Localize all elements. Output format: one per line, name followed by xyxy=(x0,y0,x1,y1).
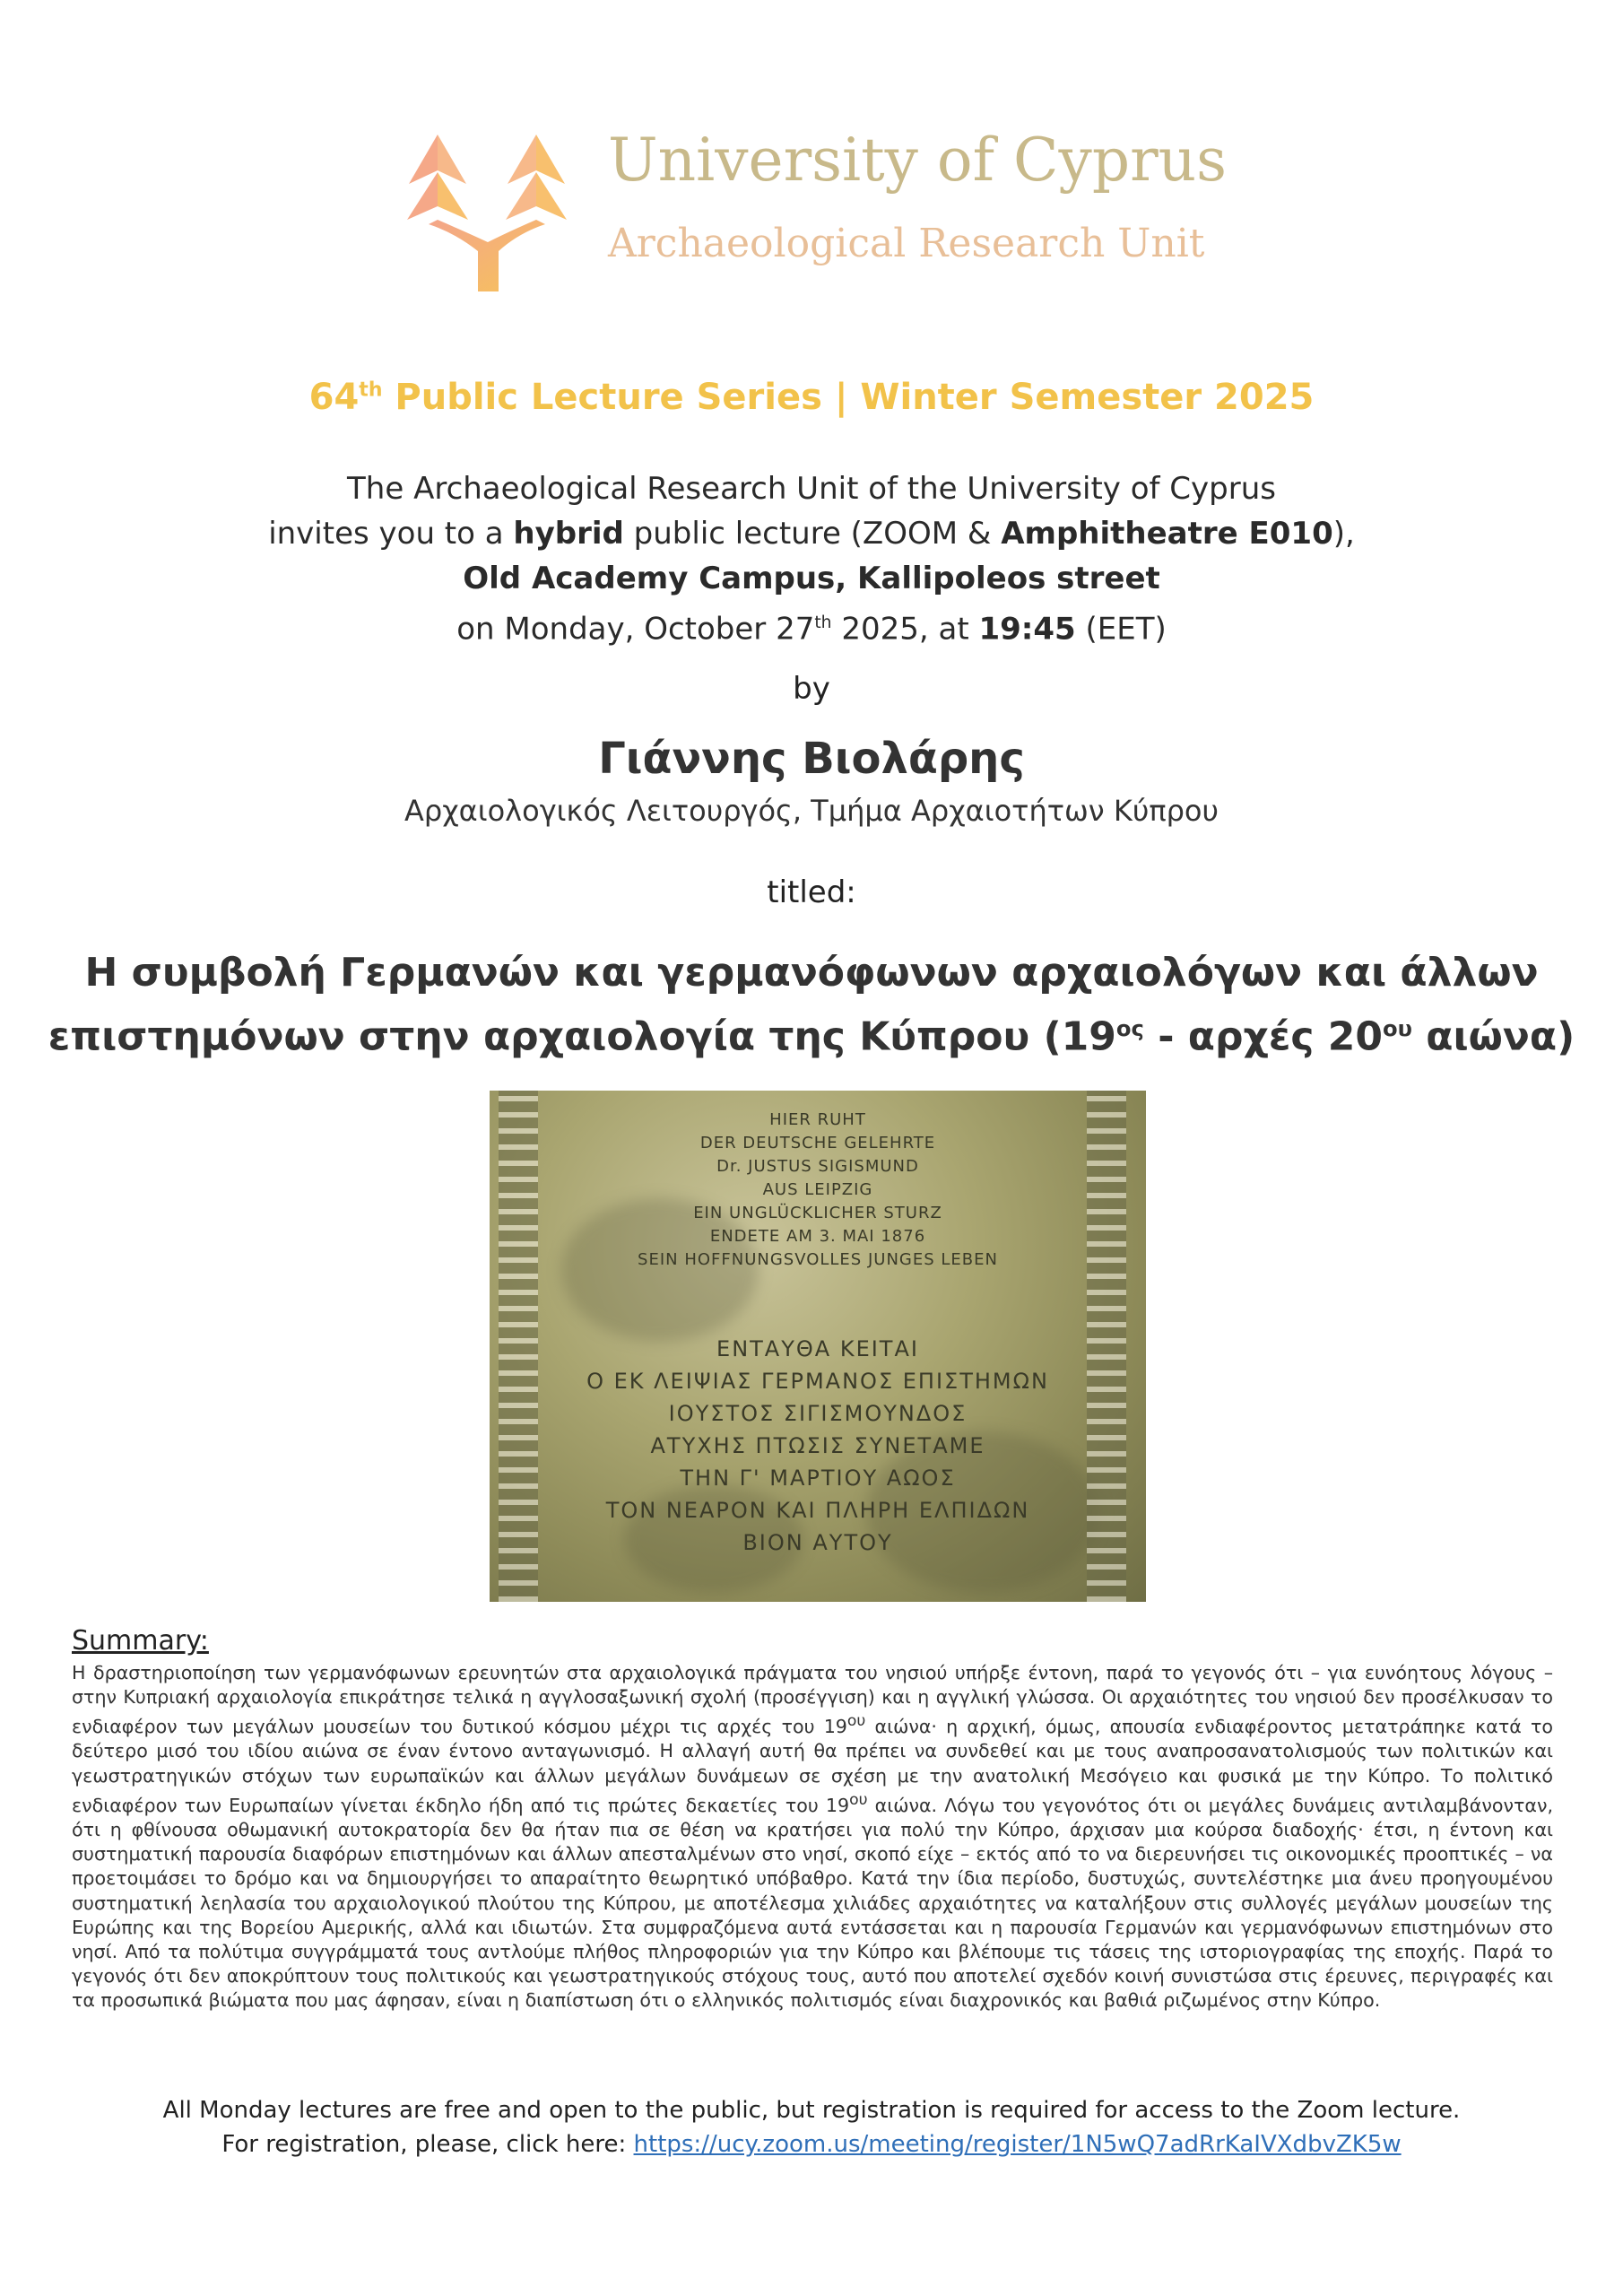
summary-text: Η δραστηριοποίηση των γερμανόφωνων ερευνητών στα αρχαιολογικά πράγματα του νησιού υπήρξε έντονη, παρά το γεγονός ότι – για ευνόητους λόγους – στην Κυπριακή αρχαιολογία επικράτησε τελικά η αγγλοσαξωνική σχολή (προσέγγιση) και η αγγλική γλώσσα. Οι αρχαιότητες του νησιού δεν προσέλκυσαν το ενδιαφέρον των μεγάλων μουσείων του δυτικού κόσμου μέχρι τις αρχές του 19 xyxy=(72,1662,1553,1738)
campus-address: Old Academy Campus, Kallipoleos street xyxy=(463,561,1160,596)
invitation-line-2 xyxy=(0,511,1623,556)
series-number: 64 xyxy=(308,377,360,418)
title-text: επιστημόνων στην αρχαιολογία της Κύπρου (19 xyxy=(48,1013,1116,1060)
inscription-line: ΑΤΥΧΗΣ ΠΤΩΣΙΣ ΣΥΝΕΤΑΜΕ xyxy=(650,1433,985,1458)
title-suffix: ου xyxy=(1383,1016,1412,1041)
summary-heading: Summary: xyxy=(72,1625,209,1657)
summary-suffix: ου xyxy=(846,1712,866,1731)
free-lecture-note: All Monday lectures are free and open to the public, but registration is required for access to the Zoom lecture. xyxy=(162,2097,1461,2124)
invite-text: invites you to a xyxy=(268,516,514,552)
greek-inscription xyxy=(490,1333,1146,1559)
speaker-name: Γιάννης Βιολάρης xyxy=(598,734,1025,784)
series-text: Public Lecture Series | Winter Semester 2025 xyxy=(382,377,1315,418)
registration-line xyxy=(0,2131,1623,2158)
title-suffix: ος xyxy=(1115,1016,1144,1041)
german-inscription xyxy=(490,1109,1146,1272)
summary-text: αιώνα· η αρχική, όμως, απουσία ενδιαφέροντος μετατράπηκε κατά το δεύτερο μισό του ιδίου αιώνα σε έναν έντονο ανταγωνισμό. Η αλλαγή αυτή θα πρέπει να συνδεθεί και με τους αναπροσανατολισμούς των πολιτικών και γεωστρατηγικών στόχων των ευρωπαϊκών και άλλων μεγάλων δυνάμεων σε σχέση με την ανατολική Μεσόγειο και φυσικά με την Κύπρο. Το πολιτικό ενδιαφέρον των Ευρωπαίων γίνεται έκδηλο ήδη από τις πρώτες δεκαετίες του 19 xyxy=(72,1716,1553,1816)
registration-prompt: For registration, please, click here: xyxy=(221,2131,634,2158)
inscription-line: ΒΙΟΝ ΑΥΤΟΥ xyxy=(742,1530,893,1555)
olive-tree-logo-icon xyxy=(402,135,572,291)
inscription-line: ΤΟΝ ΝΕΑΡΟΝ ΚΑΙ ΠΛΗΡΗ ΕΛΠΙΔΩΝ xyxy=(605,1498,1030,1523)
invite-text: ), xyxy=(1332,516,1355,552)
hybrid-word: hybrid xyxy=(513,516,624,552)
timezone: (EET) xyxy=(1075,611,1167,648)
summary-suffix: ου xyxy=(849,1790,868,1809)
inscription-line: ΤΗΝ Γ' ΜΑΡΤΙΟΥ ΑΩΟΣ xyxy=(680,1465,956,1491)
date-suffix: th xyxy=(814,613,832,632)
inscription-line: Dr. JUSTUS SIGISMUND xyxy=(716,1157,919,1176)
inscription-line: ENDETE AM 3. MAI 1876 xyxy=(709,1227,926,1246)
inscription-line: ΕΝΤΑΥΘΑ ΚΕΙΤΑΙ xyxy=(716,1336,919,1361)
title-text: αιώνα) xyxy=(1411,1013,1575,1060)
lecture-time: 19:45 xyxy=(978,611,1076,648)
inscription-line: Ο ΕΚ ΛΕΙΨΙΑΣ ΓΕΡΜΑΝΟΣ ΕΠΙΣΤΗΜΩΝ xyxy=(586,1369,1049,1394)
speaker-affiliation: Αρχαιολογικός Λειτουργός, Τμήμα Αρχαιοτήτων Κύπρου xyxy=(404,794,1219,828)
inscription-line: EIN UNGLÜCKLICHER STURZ xyxy=(693,1204,942,1222)
inscription-line: AUS LEIPZIG xyxy=(762,1180,873,1199)
summary-text: αιώνα. Λόγω του γεγονότος ότι οι μεγάλες δυνάμεις αντιλαμβάνονταν, ότι η φθίνουσα οθωμανική αυτοκρατορία δεν θα ήταν πια σε θέση να κρατήσει για πολύ την Κύπρο, άρχισαν μια κούρσα διαδοχής· έτσι, η έντονη και συστηματική παρουσία διαφόρων επιστημόνων και άλλων απεσταλμένων στο νησί, σκοπό είχε – εκτός από το να διερευνήσει τις οικονομικές προοπτικές – να προετοιμάσει το δρόμο και να δημιουργήσει το απαραίτητο θεωρητικό υπόβαθρο. Κατά την ίδια περίοδο, δυστυχώς, συντελέστηκε μια άνευ προηγουμένου συστηματική λεηλασία του αρχαιολογικού πλούτου της Κύπρου, με αποτέλεσμα χιλιάδες αρχαιότητες να καταλήξουν στις συλλογές μεγάλων μουσείων της Ευρώπης και της Βορείου Αμερικής, αλλά και ιδιωτών. Στα συμφραζόμενα αυτά εντάσσεται και η παρουσία Γερμανών και γερμανόφωνων επιστημόνων στο νησί. Από τα πολύτιμα συγγράμματά τους αντλούμε πλήθος πληροφοριών για την Κύπρο και βλέπουμε τις τάσεις της ιστοριογραφίας της εποχής. Παρά το γεγονός ότι δεν αποκρύπτουν τους πολιτικούς και γεωστρατηγικούς στόχους τους, αυτό που αποτελεί σχεδόν κοινή συνιστώσα στις έρευνες, περιγραφές και τα προσωπικά βιώματα που μας άφησαν, είναι η διαπίστωση ότι ο ελληνικός πολιτισμός είναι διαχρονικός και βαθιά ριζωμένος στην Κύπρο. xyxy=(72,1794,1553,2012)
lecture-date-time xyxy=(0,601,1623,651)
venue-room: Amphitheatre E010 xyxy=(1001,516,1333,552)
inscription-line: SEIN HOFFNUNGSVOLLES JUNGES LEBEN xyxy=(638,1250,998,1269)
inscription-line: ΙΟΥΣΤΟΣ ΣΙΓΙΣΜΟΥΝΔΟΣ xyxy=(668,1401,968,1426)
research-unit-name: Archaeological Research Unit xyxy=(608,221,1205,266)
invite-text: public lecture (ZOOM & xyxy=(623,516,1002,552)
title-text: - αρχές 20 xyxy=(1143,1013,1384,1060)
summary-paragraph xyxy=(72,1661,1553,2013)
lecture-title-line-2 xyxy=(0,1002,1623,1065)
gravestone-inscription-photo xyxy=(490,1091,1146,1602)
university-name: University of Cyprus xyxy=(608,126,1228,195)
lecture-title-line-1: Η συμβολή Γερμανών και γερμανόφωνων αρχαιολόγων και άλλων xyxy=(84,950,1539,996)
zoom-registration-link[interactable]: https://ucy.zoom.us/meeting/register/1N5wQ7adRrKaIVXdbvZK5w xyxy=(633,2131,1402,2158)
series-number-suffix: th xyxy=(359,378,383,402)
by-label: by xyxy=(793,671,830,707)
lecture-series-heading xyxy=(0,377,1623,418)
titled-label: titled: xyxy=(767,874,856,910)
date-text: 2025, at xyxy=(831,611,979,648)
date-text: on Monday, October 27 xyxy=(456,611,815,648)
inscription-line: HIER RUHT xyxy=(769,1110,866,1129)
invitation-line-1: The Archaeological Research Unit of the University of Cyprus xyxy=(347,471,1276,507)
inscription-line: DER DEUTSCHE GELEHRTE xyxy=(699,1134,936,1152)
